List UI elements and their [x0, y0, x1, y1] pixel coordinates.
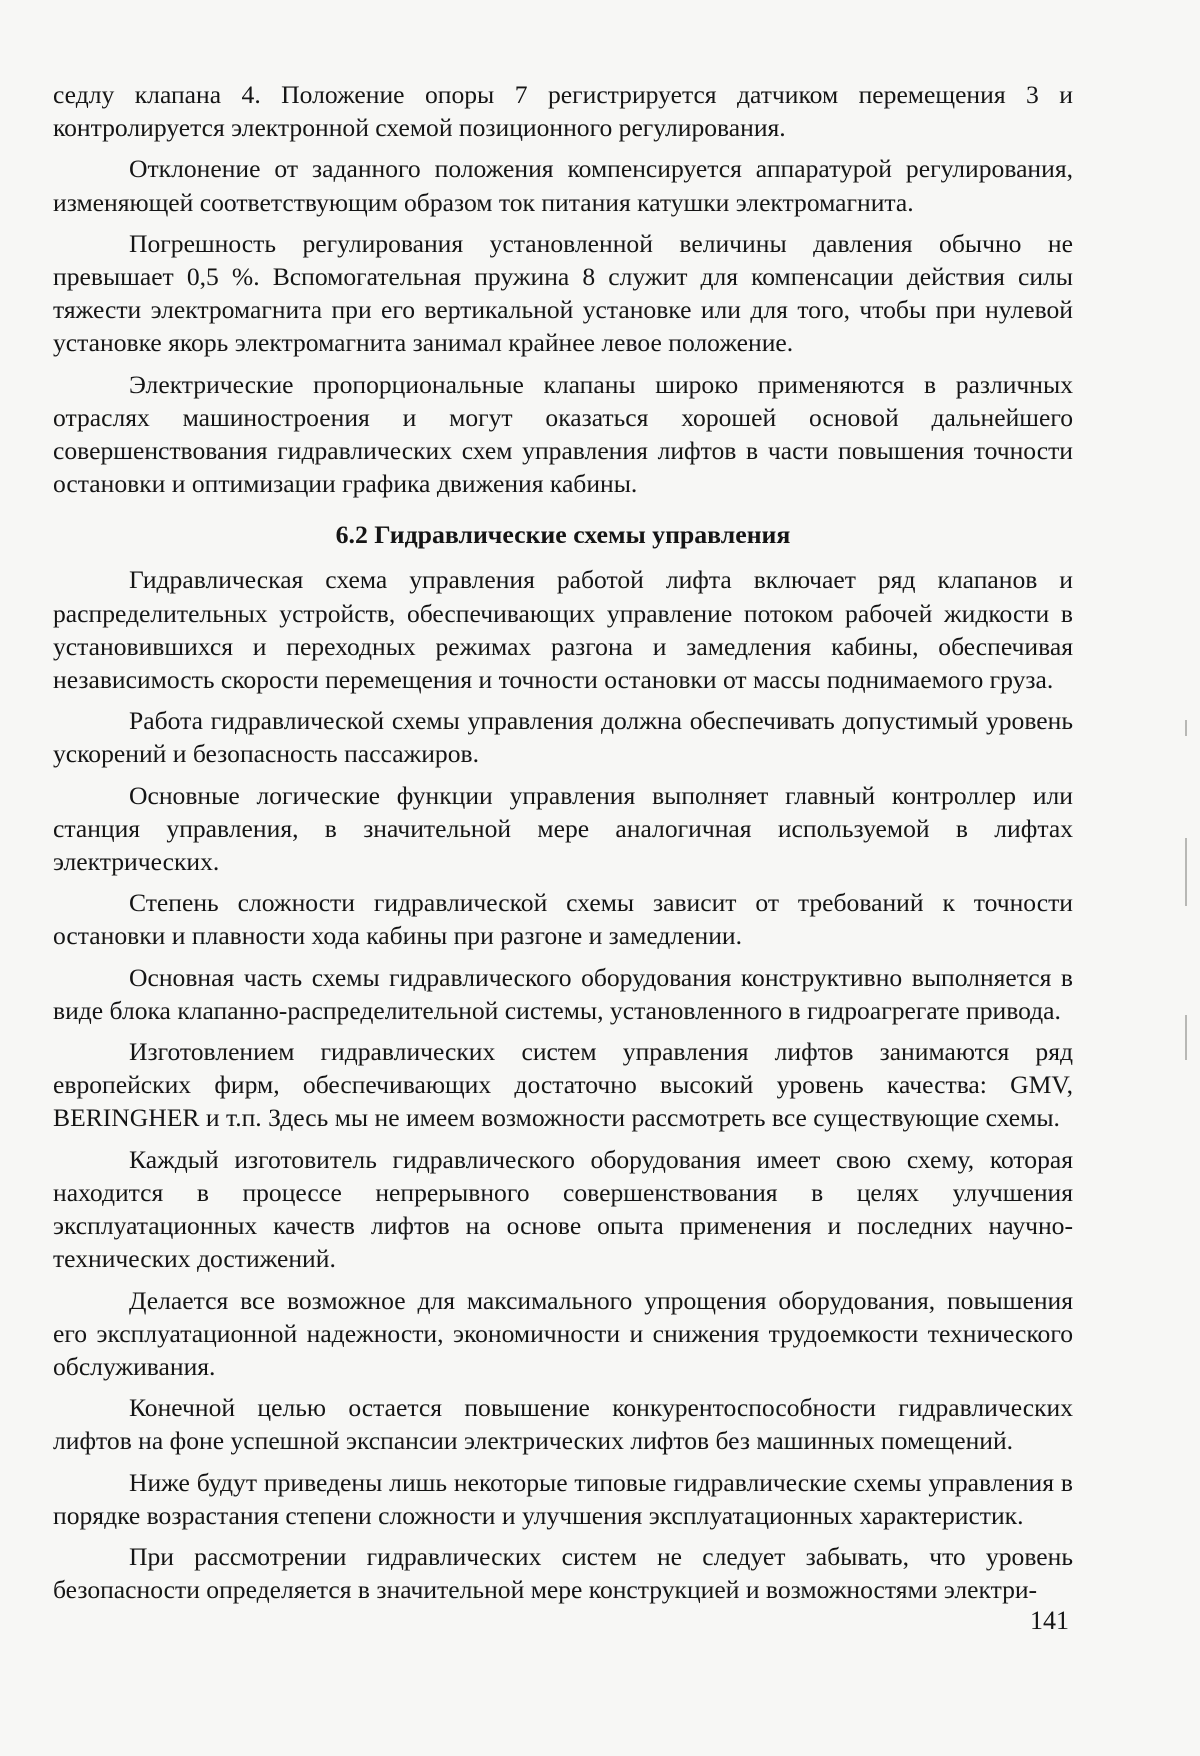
paragraph: Степень сложности гидравлической схемы зависит от требований к точности остановки и плавности хода кабины при разгоне и замедлении. — [53, 888, 1073, 951]
scan-edge-mark — [1185, 720, 1187, 736]
paragraph: Работа гидравлической схемы управления должна обеспечивать допустимый уровень ускорений и безопасность пассажиров. — [53, 706, 1073, 769]
paragraph: Гидравлическая схема управления работой лифта включает ряд клапанов и распределительных устройств, обеспечивающих управление потоком рабочей жидкости в установившихся и переходных режимах разгона и замедления кабины, обеспечивая независимость скорости перемещения и точности остановки от массы поднимаемого груза. — [53, 565, 1073, 695]
paragraph: Конечной целью остается повышение конкурентоспособности гидравлических лифтов на фоне успешной экспансии электрических лифтов без машинных помещений. — [53, 1393, 1073, 1456]
paragraph: Основные логические функции управления выполняет главный контроллер или станция управления, в значительной мере аналогичная используемой в лифтах электрических. — [53, 780, 1073, 877]
paragraph: Каждый изготовитель гидравлического оборудования имеет свою схему, которая находится в процессе непрерывного совершенствования в целях улучшения эксплуатационных качеств лифтов на основе опыта применения и последних научно-технических достижений. — [53, 1144, 1073, 1274]
paragraph: Основная часть схемы гидравлического оборудования конструктивно выполняется в виде блока клапанно-распределительной системы, установленного в гидроагрегате привода. — [53, 962, 1073, 1025]
paragraph: При рассмотрении гидравлических систем не следует забывать, что уровень безопасности определяется в значительной мере конструкцией и возможностями электри- — [53, 1541, 1073, 1605]
scan-edge-mark — [1185, 1015, 1187, 1060]
paragraph: Погрешность регулирования установленной величины давления обычно не превышает 0,5 %. Вспомогательная пружина 8 служит для компенсации действия силы тяжести электромагнита при его вертикальной установке или для того, чтобы при нулевой установке якорь электромагнита занимал крайнее левое положение. — [53, 228, 1073, 358]
paragraph: Ниже будут приведены лишь некоторые типовые гидравлические схемы управления в порядке возрастания степени сложности и улучшения эксплуатационных характеристик. — [53, 1467, 1073, 1530]
page-content — [53, 78, 1073, 1614]
paragraph: Изготовлением гидравлических систем управления лифтов занимаются ряд европейских фирм, обеспечивающих достаточно высокий уровень качества: GMV, BERINGHER и т.п. Здесь мы не имеем возможности рассмотреть все существующие схемы. — [53, 1037, 1073, 1133]
paragraph: Отклонение от заданного положения компенсируется аппаратурой регулирования, изменяющей соответствующим образом ток питания катушки электромагнита. — [53, 154, 1073, 217]
page-number: 141 — [1030, 1606, 1069, 1635]
section-heading: 6.2 Гидравлические схемы управления — [335, 520, 791, 550]
paragraph: Делается все возможное для максимального упрощения оборудования, повышения его эксплуатационной надежности, экономичности и снижения трудоемкости технического обслуживания. — [53, 1285, 1073, 1381]
paragraph: Электрические пропорциональные клапаны широко применяются в различных отраслях машиностроения и могут оказаться хорошей основой дальнейшего совершенствования гидравлических схем управления лифтов в части повышения точности остановки и оптимизации графика движения кабины. — [53, 369, 1073, 499]
scan-edge-mark — [1185, 838, 1187, 906]
continued-paragraph: седлу клапана 4. Положение опоры 7 регистрируется датчиком перемещения 3 и контролируется электронной схемой позиционного регулирования. — [53, 80, 1073, 143]
